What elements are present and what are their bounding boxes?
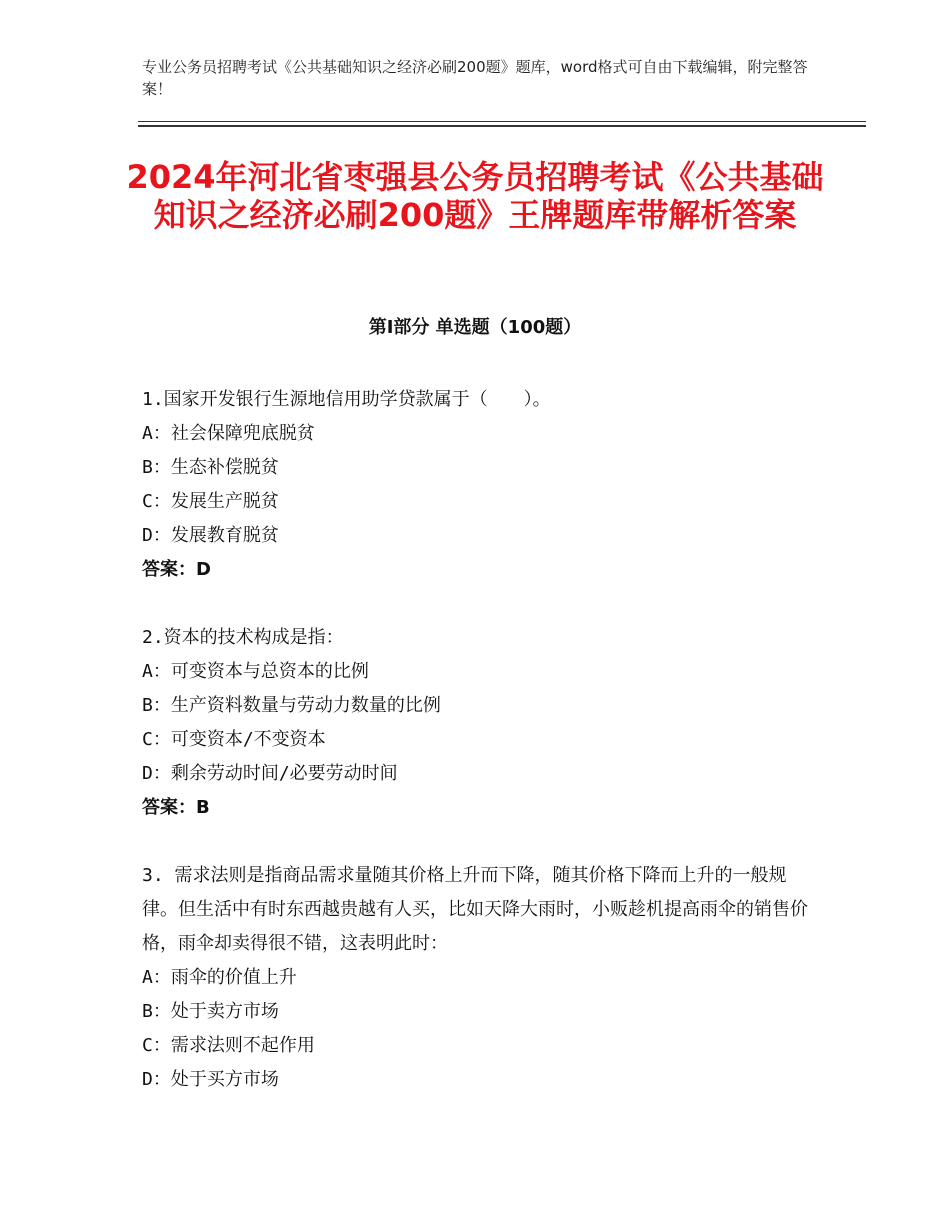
question-1 <box>142 383 812 587</box>
header-rule-thin <box>138 121 866 122</box>
question-text: 2.资本的技术构成是指： <box>142 627 344 648</box>
option-b: B：处于卖方市场 <box>142 1001 279 1022</box>
option-b: B：生产资料数量与劳动力数量的比例 <box>142 695 441 716</box>
option-d: D：剩余劳动时间/必要劳动时间 <box>142 763 398 784</box>
option-a: A：可变资本与总资本的比例 <box>142 661 369 682</box>
option-a: A：社会保障兜底脱贫 <box>142 423 315 444</box>
question-text: 3. 需求法则是指商品需求量随其价格上升而下降，随其价格下降而上升的一般规律。但生活中有时东西越贵越有人买，比如天降大雨时，小贩趁机提高雨伞的销售价格，雨伞却卖得很不错，这表明此时： <box>142 865 808 954</box>
header-rule-thick <box>138 125 866 127</box>
answer: 答案：D <box>142 559 211 580</box>
question-list <box>142 383 812 1131</box>
option-c: C：可变资本/不变资本 <box>142 729 326 750</box>
option-b: B：生态补偿脱贫 <box>142 457 279 478</box>
option-d: D：发展教育脱贫 <box>142 525 279 546</box>
section-title: 第I部分 单选题（100题） <box>368 317 582 338</box>
option-c: C：发展生产脱贫 <box>142 491 279 512</box>
question-2 <box>142 621 812 825</box>
option-d: D：处于买方市场 <box>142 1069 279 1090</box>
document-title: 2024年河北省枣强县公务员招聘考试《公共基础知识之经济必刷200题》王牌题库带解析答案 <box>126 158 824 234</box>
option-a: A：雨伞的价值上升 <box>142 967 297 988</box>
option-c: C：需求法则不起作用 <box>142 1035 315 1056</box>
header-note: 专业公务员招聘考试《公共基础知识之经济必刷200题》题库，word格式可自由下载编辑，附完整答案！ <box>142 58 808 98</box>
answer: 答案：B <box>142 797 210 818</box>
question-text: 1.国家开发银行生源地信用助学贷款属于（ ）。 <box>142 389 551 410</box>
question-3 <box>142 859 812 1097</box>
